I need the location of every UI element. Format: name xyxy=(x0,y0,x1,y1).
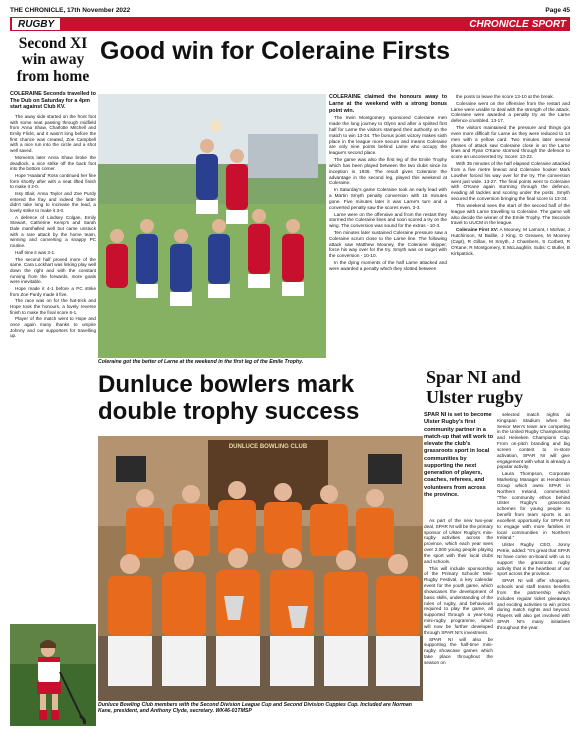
sidebar-body xyxy=(10,114,96,339)
section-brand xyxy=(469,19,566,30)
story1-paragraph: Coleraine went on the offensive from the restart and Larne were unable to deal with the strength of the attack. Coleraine were awarded a penalty try as the Larne defence crumbled. 13-17. xyxy=(451,100,570,124)
hockey-player-illustration xyxy=(10,624,96,726)
story1-paragraph: In the dying moments of the half Larne attacked and were awarded a penalty which they slotted between xyxy=(329,260,447,271)
story3-paragraph: As part of the new two-year deal, SPAR NI will be the primary sponsor of Ulster Rugby's mini-rugby activities across the province, which each year sees over 2,000 young people playing the sport with their local clubs and schools. xyxy=(424,518,493,564)
story1-team-line xyxy=(451,227,570,256)
story3-paragraph: Ulster Rugby CEO, Jonny Petrie, added: "It's great that SPAR NI have come on-board with us to support the grassroots rugby activity that is the heartbeat of our sport across the province. xyxy=(497,542,570,577)
story1-paragraph: The visitors maintained the pressure and things got even more difficult for Larne as they were reduced to 14 men with a yellow card. Two minutes later several phases of attack saw Coleraine close in on the Larne lines and Ryan O'Kane stormed through the defence to score an unconverted try. Score: 13-22. xyxy=(451,125,570,160)
sidebar-paragraph: The second half proved more of the same. Cara Lockhart was linking play well down the right and with the constant running from the forwards, more goals were inevitable. xyxy=(10,256,96,285)
paper-date: THE CHRONICLE, 17th November 2022 xyxy=(10,6,131,14)
page-number: Page 45 xyxy=(545,6,570,14)
story1-paragraph: The game was also the first leg of the Emile Trophy which has been played between the two clubs since its inception in 1936. The result gives Coleraine the advantage in the second leg, played this weekend at Coleraine. xyxy=(329,157,447,186)
story1-paragraph: Ten minutes later sustained Coleraine pressure saw a Coleraine scrum close to the Larne line. The following attack saw Matthew Mooney, the Coleraine skipper, force his way over for the try. Smyth was on target with the conversion - 10-10. xyxy=(329,229,447,259)
bowling-club-illustration xyxy=(98,436,423,701)
story1-headline: Good win for Coleraine Firsts xyxy=(100,37,451,65)
story2-headline: Dunluce bowlers mark double trophy success xyxy=(98,371,360,425)
story3-paragraph: Laura Thompson, Corporate Marketing Manager at Henderson Group which owns SPAR in Northern Ireland, commented: "The community ethos behind Ulster Rugby's grassroots schemes for young people to benefit from team sports is an excellent opportunity for SPAR NI to engage with more families in local communities in Northern Ireland." xyxy=(497,471,570,541)
sidebar-paragraph: The away side started on the front foot with some neat passing through midfield from Anna Shaw, Charlotte Mitchell and Emily Flickt, and it wasn't long before the first chance was created, Zoe Campbell with a nice run into the circle and a shot well saved. xyxy=(10,114,96,154)
club-sign: DUNLUCE BOWLING CLUB xyxy=(228,444,308,450)
sidebar-paragraph: Hope made it 4-1 before a PC strike from Zoe Purdy made it five. xyxy=(10,285,96,297)
sidebar-paragraph: The race was on for the hat-trick and Hope took the honours, a lovely reverse finish to make the final score 6-1. xyxy=(10,298,96,315)
story3-intro: SPAR NI is set to become Ulster Rugby's first community partner in a match-up that will work to elevate the club's grassroots sport in local communities by supporting the next generation of players, coaches, referees, and volunteers from across the province. xyxy=(424,412,493,498)
story1-paragraph: the posts to leave the score 13-10 at the break. xyxy=(456,94,554,99)
story3-column-2 xyxy=(497,412,570,726)
team-heading: Coleraine First XV: xyxy=(456,227,499,233)
brand-sport: SPORT xyxy=(531,18,566,30)
sidebar-paragraph: Issy Blair, Anna Taylor and Zoe Purdy entered the fray and indeed the latter didn't take long to increase the lead, a lovely strike to make it 3-0. xyxy=(10,190,96,214)
story3-headline: Spar NI and Ulster rugby xyxy=(426,367,524,407)
sidebar-paragraph: Player of the match went to Hope and once again many thanks to umpire Johnny and our supporters for travelling up. xyxy=(10,316,96,339)
story1-caption: Coleraine got the better of Larne at the weekend in the first leg of the Emile Trophy. xyxy=(98,359,304,365)
story1-paragraph: In Saturday's game Coleraine took an early lead with a Martin Smyth penalty conversion with 15 minutes gone. Five minutes later it was Larne's turn and a converted penalty saw the scores even, 3-3. xyxy=(329,187,447,210)
story1-paragraph: This weekend sees the start of the second half of the league with Larne travelling to Coleraine. The game will also decide the winner of the Emile Trophy. The Seconds travel to UUCM in the league. xyxy=(451,202,570,226)
sidebar-intro: COLERAINE Seconds travelled to The Dub on Saturday for a 4pm start against Club KV. xyxy=(10,90,96,111)
story3-paragraph: selected match nights at Kingspan Stadium when the Senior Men's team are competing in the United Rugby Championship and Heineken Champions Cup. From on-pitch branding and big screen content to in-store activation, SPAR NI will give engagement with what is already a popular activity. xyxy=(497,412,570,470)
section-bar xyxy=(10,17,570,31)
story1-column-2 xyxy=(451,94,570,364)
rugby-lineout-illustration xyxy=(98,94,326,358)
bowling-club-photo xyxy=(98,436,423,701)
section-label-rugby: RUGBY xyxy=(12,18,60,30)
team-list: A Mooney, M Lamont, I McIlvar, J Hutchinson, M Baillie, J King, D Greaves, M Mooney (Capt), R Gillan, M Smyth, J Chambers, S Corbett, R O'Kane, R Montgomery, E McLaughlin. Subs: C Butler, B Kirkpatrick. xyxy=(451,227,570,256)
sidebar-paragraph: Hope 'Haaland' Ross continued her fine form shortly after with a neat lifted finish to make it 2-0. xyxy=(10,172,96,190)
rugby-lineout-photo xyxy=(98,94,326,358)
story3-paragraph: SPAR NI will offer shoppers, schools and staff teams benefits from the partnership which includes regular ticket giveaways and exciting activities to win prizes during match nights and beyond. Players will also get involved with SPAR NI's many initiatives throughout the year. xyxy=(497,578,570,630)
story3-column-1 xyxy=(424,518,493,726)
hockey-player-photo xyxy=(10,624,96,726)
story1-column-1 xyxy=(329,94,447,364)
sidebar-headline: Second XI win away from home xyxy=(16,36,90,85)
sidebar-paragraph: Half time it was 3-1. xyxy=(15,249,56,255)
story1-paragraph: With 35 minutes of the half elapsed Coleraine attacked from a five metre lineout and Coleraine hooker Mark Lowther forced his way over for the try. The conversion went just wide. 13-27. The final points went to Coleraine with O'Kane again storming through the defence, evading all tackles and scoring under the posts. Smyth secured the conversion bringing the final score to 13-34. xyxy=(451,161,570,202)
story1-paragraph: Larne were on the offensive and from the restart they stormed the Coleraine lines and soon scored a try on the wing. The conversion was sound for the extras - 10-3. xyxy=(329,211,447,229)
story1-paragraph: The Irwin Montgomery sponsored Coleraine men made the long journey to Glynn and after a spirited first half for Larne the visitors stamped their authority on the match to win 13-34. The bonus point victory makes sixth place in the league more secure and means Coleraine are only nine points behind Larne who occupy the league's second place. xyxy=(329,115,447,156)
story3-paragraph: SPAR NI will also be supporting the half-time mini-rugby showcase games which take place throughout the season on xyxy=(424,636,493,665)
story1-lead: COLERAINE claimed the honours away to Larne at the weekend with a strong bonus point win. xyxy=(329,94,447,114)
masthead xyxy=(10,4,570,16)
story2-caption: Dunluce Bowling Club members with the Second Division League Cup and Second Division Cuppies Cup. Included are Norman Kane, president, and Anthony Clyde, secretary. WK46-01TMSP xyxy=(98,702,412,715)
sidebar-paragraph: Moments later Anna Shaw broke the deadlock, a nice strike off the back foot into the bottom corner. xyxy=(10,154,96,172)
sidebar-paragraph: A defence of Lindsey Colgan, Emily Stewart, Catherine Kemp's and Sarah Dale marshalled well but came unstuck with a rare attack by the home team, winning and converting a snappy PC routine. xyxy=(10,214,96,249)
story3-paragraph: This will include sponsorship of the Primary Schools' Mini-Rugby Festival, a key calendar event for the youth game, which showcases the development of basic skills, understanding of the rules of rugby, and behaviours required to play the game, all supported through a year-long mini-rugby programme, which will now be further developed through SPAR NI's investment. xyxy=(424,565,493,635)
sidebar-story xyxy=(10,36,96,726)
brand-chronicle: CHRONICLE xyxy=(469,18,529,30)
